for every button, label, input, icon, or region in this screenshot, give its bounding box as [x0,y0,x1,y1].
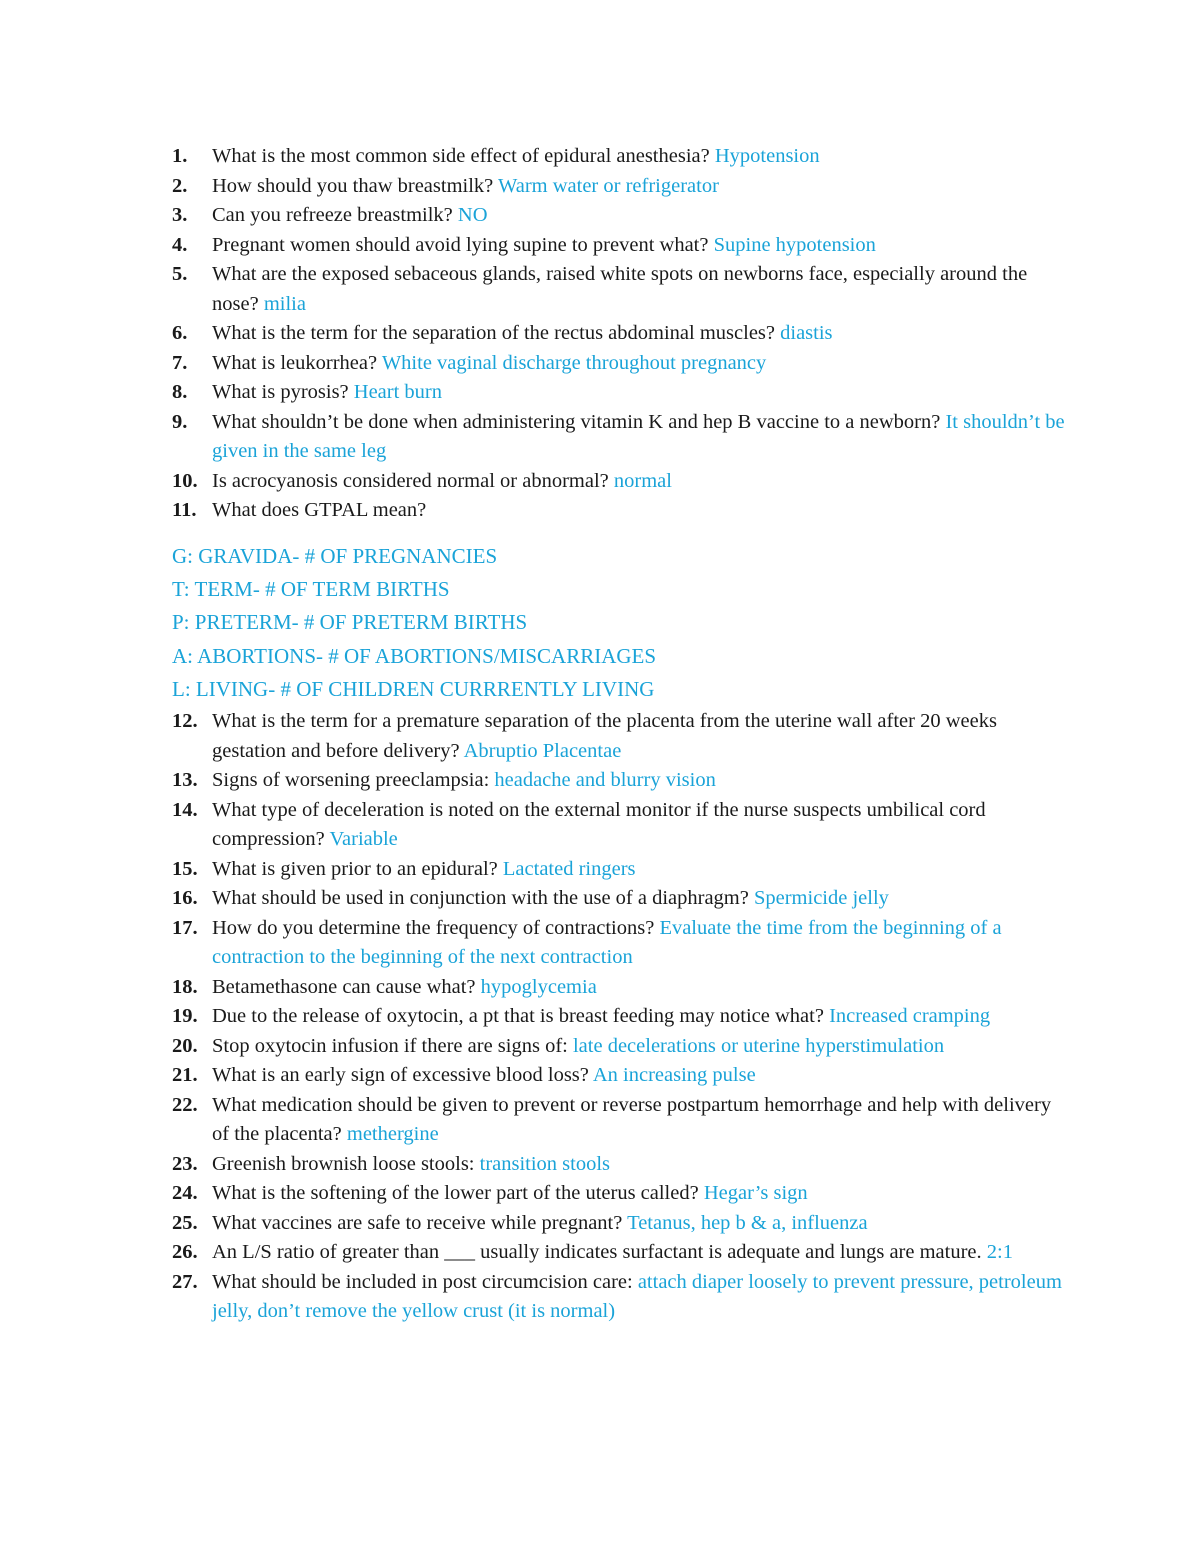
question-item [172,496,1072,526]
gtpal-line: L: LIVING- # OF CHILDREN CURRRENTLY LIVING [172,676,655,701]
question-item [172,707,1072,766]
question-number: 8. [172,381,188,403]
question-text: What is given prior to an epidural? [212,857,503,880]
question-item [172,1238,1072,1268]
answer-text: hypoglycemia [480,975,597,998]
question-item [172,201,1072,231]
question-text: What shouldn’t be done when administering vitamin K and hep B vaccine to a newborn? [212,410,946,433]
gtpal-line: G: GRAVIDA- # OF PREGNANCIES [172,544,498,568]
question-number: 22. [172,1093,198,1116]
question-item [172,1150,1072,1180]
gtpal-line: A: ABORTIONS- # OF ABORTIONS/MISCARRIAGES [172,643,657,668]
question-number: 16. [172,887,198,909]
question-text: Greenish brownish loose stools: [212,1152,480,1175]
question-text: What is leukorrhea? [212,351,382,374]
question-item [172,408,1072,467]
question-number: 21. [172,1064,198,1086]
question-number: 27. [172,1270,198,1293]
answer-text: Heart burn [353,381,443,403]
question-item [172,1268,1072,1327]
question-number: 10. [172,469,198,492]
gtpal-line: T: TERM- # OF TERM BIRTHS [172,577,450,602]
answer-text: normal [613,469,672,492]
answer-text: Abruptio Placentae [463,739,622,762]
question-item [172,1179,1072,1209]
question-text: What is the most common side effect of epidural anesthesia? [212,145,715,167]
answer-text: White vaginal discharge throughout pregnancy [381,351,767,374]
question-item [172,796,1072,855]
question-text: How do you determine the frequency of contractions? [212,916,660,939]
question-text: Due to the release of oxytocin, a pt that is breast feeding may notice what? [212,1005,830,1027]
question-text: How should you thaw breastmilk? [212,174,499,197]
answer-text: 2:1 [986,1241,1013,1263]
question-number: 11. [172,499,197,521]
answer-text: milia [263,292,306,315]
question-text: An L/S ratio of greater than ___ usually indicates surfactant is adequate and lungs are mature. [212,1241,987,1263]
question-text: What is an early sign of excessive blood loss? [212,1064,593,1086]
answer-text: headache and blurry vision [494,769,716,791]
question-text: What is the term for the separation of the rectus abdominal muscles? [212,322,781,344]
answer-text: Warm water or refrigerator [498,174,719,197]
question-number: 3. [172,204,188,226]
question-number: 4. [172,233,188,256]
question-item [172,973,1072,1003]
answer-text: It shouldn’t be given in the same leg [212,410,1065,462]
answer-text: transition stools [479,1152,611,1175]
question-item [172,349,1072,379]
answer-text: Tetanus, hep b & a, influenza [627,1211,868,1234]
question-item [172,378,1072,408]
question-number: 26. [172,1241,198,1263]
question-item [172,231,1072,261]
gtpal-definitions [172,540,1072,706]
question-text: What are the exposed sebaceous glands, raised white spots on newborns face, especially around the nose? [212,263,1028,315]
answer-text: late decelerations or uterine hyperstimulation [572,1034,945,1057]
question-item [172,884,1072,914]
question-text: What type of deceleration is noted on the external monitor if the nurse suspects umbilical cord compression? [212,798,986,850]
question-number: 14. [172,798,198,821]
question-number: 7. [172,351,188,374]
question-text: Stop oxytocin infusion if there are signs of: [212,1034,573,1057]
question-item [172,467,1072,497]
answer-text: Increased cramping [829,1005,991,1027]
answer-text: Hypotension [714,145,820,167]
answer-text: Variable [329,828,398,850]
question-number: 6. [172,322,188,344]
question-text: What is pyrosis? [212,381,354,403]
question-number: 1. [172,145,188,167]
question-text: What should be included in post circumcision care: [212,1270,638,1293]
question-text: Pregnant women should avoid lying supine to prevent what? [212,233,714,256]
question-text: What vaccines are safe to receive while pregnant? [212,1211,628,1234]
answer-text: Lactated ringers [502,857,636,880]
answer-text: Evaluate the time from the beginning of a contraction to the beginning of the next contraction [212,916,1002,968]
question-text: What is the softening of the lower part of the uterus called? [212,1182,704,1204]
question-number: 25. [172,1211,198,1234]
question-number: 24. [172,1182,198,1204]
question-number: 19. [172,1005,198,1027]
question-item [172,172,1072,202]
question-item [172,1002,1072,1032]
question-text: Can you refreeze breastmilk? [212,204,458,226]
question-item [172,914,1072,973]
question-item [172,1209,1072,1239]
question-number: 2. [172,174,188,197]
question-item [172,1091,1072,1150]
question-number: 9. [172,410,188,433]
question-text: What is the term for a premature separation of the placenta from the uterine wall after 20 weeks gestation and before delivery? [212,710,997,762]
question-number: 17. [172,916,198,939]
question-text: What medication should be given to prevent or reverse postpartum hemorrhage and help with delivery of the placenta? [212,1093,1052,1145]
question-item [172,1032,1072,1062]
answer-text: NO [457,204,488,226]
question-item [172,142,1072,172]
answer-text: Spermicide jelly [753,887,889,909]
answer-text: An increasing pulse [592,1064,756,1086]
answer-text: methergine [346,1123,439,1145]
question-text: What should be used in conjunction with the use of a diaphragm? [212,887,754,909]
question-text: Betamethasone can cause what? [212,975,481,998]
question-item [172,260,1072,319]
question-number: 15. [172,857,198,880]
question-number: 20. [172,1034,198,1057]
question-number: 5. [172,263,188,285]
answer-text: diastis [780,322,833,344]
question-list-part2 [172,707,1072,1327]
question-text: What does GTPAL mean? [212,499,427,521]
question-item [172,1061,1072,1091]
gtpal-line: P: PRETERM- # OF PRETERM BIRTHS [172,610,528,635]
question-item [172,319,1072,349]
question-item [172,766,1072,796]
question-number: 12. [172,710,198,732]
answer-text: attach diaper loosely to prevent pressure, petroleum jelly, don’t remove the yellow crust (it is normal) [212,1270,1062,1322]
answer-text: Supine hypotension [713,233,876,256]
answer-text: Hegar’s sign [703,1182,808,1204]
question-text: Signs of worsening preeclampsia: [212,769,495,791]
question-list-part1 [172,142,1072,526]
question-number: 13. [172,769,198,791]
question-number: 23. [172,1152,198,1175]
question-number: 18. [172,975,198,998]
question-text: Is acrocyanosis considered normal or abnormal? [212,469,614,492]
question-item [172,855,1072,885]
